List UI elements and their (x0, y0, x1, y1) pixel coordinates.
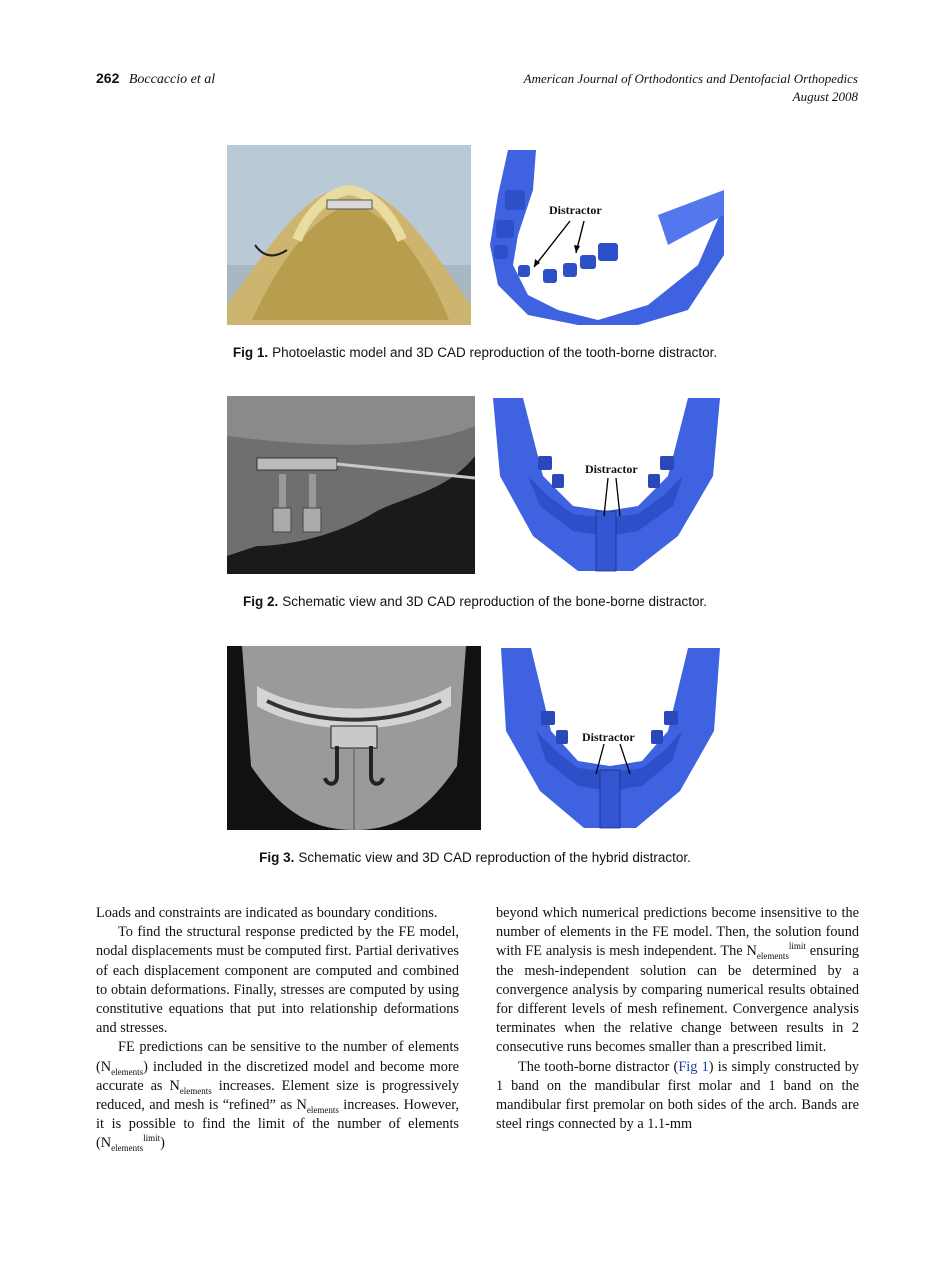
fig1-link[interactable]: Fig 1 (678, 1058, 709, 1075)
fig1-caption-text: Photoelastic model and 3D CAD reproduction of the tooth-borne distractor. (272, 345, 718, 360)
fig2-cad-model (488, 396, 724, 574)
fig2-distractor-label: Distractor (585, 462, 638, 476)
fig1-label: Fig 1. (232, 345, 269, 360)
paragraph: FE predictions can be sensitive to the number of elements $(N_{elements})$ included in the discretized model and become more accurate as $N_{elements}$ increases. Element size is progressively reduced, and mesh is “refined” as $N_{elements}$ increases. However, it is possible to find the limit of the number of elements $(N_{elements}^{limit})$ (96, 1039, 460, 1154)
paragraph: The tooth-borne distractor (Fig 1) is simply constructed by 1 band on the mandibular first molar and 1 band on the mandibular first premolar on both sides of the arch. Bands are steel rings connected by a 1.1-mm (496, 1058, 860, 1133)
fig2-schematic-xray (227, 396, 475, 574)
running-header-right (524, 70, 858, 106)
fig2-caption (0, 594, 950, 609)
fig1-caption (0, 345, 950, 360)
paragraph: Loads and constraints are indicated as boundary conditions. (96, 905, 438, 921)
fig2-caption-text: Schematic view and 3D CAD reproduction of the bone-borne distractor. (282, 594, 707, 609)
fig1-photoelastic-photo (227, 145, 471, 325)
fig3-distractor-label: Distractor (582, 730, 635, 744)
running-authors: Boccaccio et al (128, 72, 216, 87)
fig2-label: Fig 2. (243, 594, 279, 609)
issue-date: August 2008 (792, 89, 858, 104)
fig3-caption-text: Schematic view and 3D CAD reproduction of the hybrid distractor. (298, 850, 691, 865)
fig3-label: Fig 3. (259, 850, 295, 865)
running-header-left (96, 70, 215, 88)
paragraph: beyond which numerical predictions become insensitive to the number of elements in the FE model. Then, the solution found with FE analysis is mesh independent. The $N_{elements}^{limit}$ ensuring the mesh-independent solution can be determined by a convergence analysis by comparing numerical results obtained for different levels of mesh refinement. Convergence analysis terminates when the relative change between results in 2 consecutive runs becomes smaller than a prescribed limit. (496, 905, 860, 1056)
fig1-distractor-label: Distractor (549, 203, 602, 217)
fig1-cad-model (488, 145, 724, 325)
body-column-left (96, 904, 459, 1154)
fig3-schematic-xray (227, 646, 481, 830)
page-number: 262 (96, 70, 120, 86)
journal-title: American Journal of Orthodontics and Dentofacial Orthopedics (523, 71, 858, 86)
fig3-cad-model (496, 646, 724, 830)
body-column-right (496, 904, 859, 1134)
fig3-caption (0, 850, 950, 865)
paragraph: To find the structural response predicted by the FE model, nodal displacements must be computed first. Partial derivatives of each displacement component are computed and combined to obtain deformations. Finally, stresses are computed by using constitutive equations that put into relationship deformations and stresses. (96, 924, 459, 1037)
